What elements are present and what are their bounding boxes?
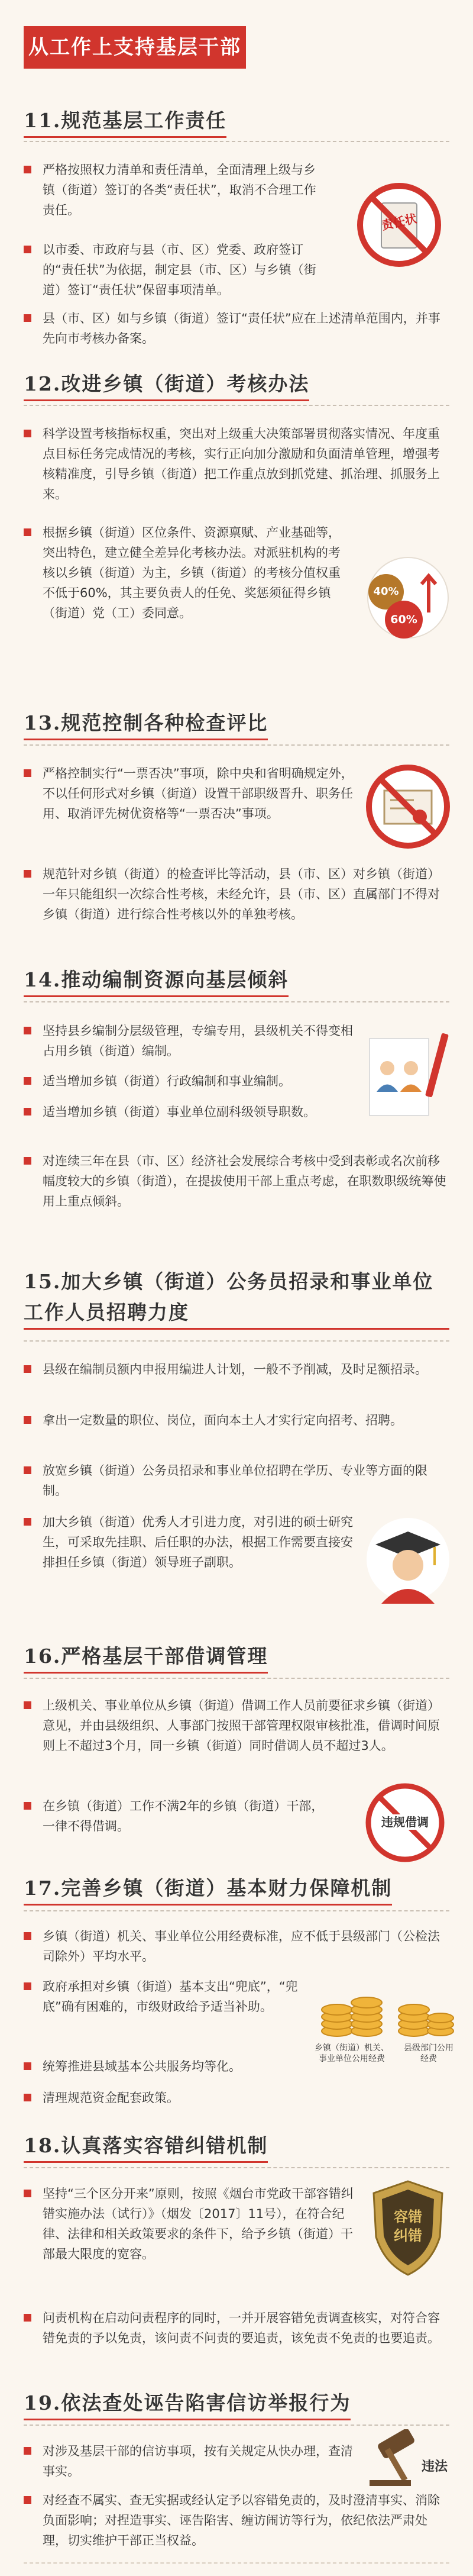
list-item: 对涉及基层干部的信访事项，按有关规定从快办理，查清事实。 xyxy=(24,2441,355,2481)
list-item: 规范针对乡镇（街道）的检查评比等活动，县（市、区）对乡镇（街道）一年只能组织一次综合性考核，未经允许，县（市、区）直属部门不得对乡镇（街道）进行综合性考核以外的单独考核。 xyxy=(24,864,449,924)
bullet-marker xyxy=(24,528,31,536)
stamp-text: 违规借调 xyxy=(372,1814,438,1830)
bullet-marker xyxy=(24,1982,31,1990)
gavel-icon xyxy=(367,2429,455,2488)
dash-divider xyxy=(24,1910,449,1911)
no-violation-icon xyxy=(364,1781,446,1864)
list-item: 严格控制实行“一票否决”事项，除中央和省明确规定外，不以任何形式对乡镇（街道）设置干部职级晋升、职务任用、取消评先树优资格等“一票否决”事项。 xyxy=(24,763,355,824)
dash-divider xyxy=(24,1001,449,1002)
coin-caption-right: 县级部门公用经费 xyxy=(404,2043,453,2064)
list-item: 拿出一定数量的职位、岗位，面向本土人才实行定向招考、招聘。 xyxy=(24,1410,449,1430)
list-item: 县级在编制员额内申报用编进人计划，一般不予削减，及时足额招录。 xyxy=(24,1359,449,1379)
section-title: 18.认真落实容错纠错机制 xyxy=(24,2130,449,2163)
bullet-marker xyxy=(24,1701,31,1709)
bullet-marker xyxy=(24,1466,31,1474)
list-item: 问责机构在启动问责程序的同时，一并开展容错免责调查核实，对符合容错免责的予以免责，该问责不问责的要追责，该免责不免责的也要追责。 xyxy=(24,2308,449,2348)
high-percent-badge: 60% xyxy=(385,601,423,639)
bullet-marker xyxy=(24,870,31,878)
section-title: 14.推动编制资源向基层倾斜 xyxy=(24,965,449,997)
bullet-marker xyxy=(24,166,31,173)
graduate-icon xyxy=(364,1515,452,1604)
stamp-text: 容错纠错 xyxy=(394,2209,422,2244)
no-responsibility-contract-icon xyxy=(355,180,443,269)
header xyxy=(0,0,473,80)
section-title: 12.改进乡镇（街道）考核办法 xyxy=(24,369,449,401)
bullet-marker xyxy=(24,2496,31,2504)
list-item: 严格按照权力清单和责任清单，全面清理上级与乡镇（街道）签订的各类“责任状”，取消不合理工作责任。 xyxy=(24,160,325,220)
coins-icon xyxy=(313,1977,455,2071)
bullet-marker xyxy=(24,314,31,322)
low-percent-badge: 40% xyxy=(368,574,404,610)
weight-ratio-icon xyxy=(364,547,452,648)
page-title-banner: 从工作上支持基层干部 xyxy=(24,26,246,69)
stamp-text: 责任状 xyxy=(380,211,418,233)
list-item: 乡镇（街道）机关、事业单位公用经费标准，应不低于县级部门（公检法司除外）平均水平。 xyxy=(24,1926,449,1966)
shield-icon xyxy=(367,2178,449,2278)
bullet-marker xyxy=(24,1416,31,1424)
section-title: 11.规范基层工作责任 xyxy=(24,105,449,138)
bullet-marker xyxy=(24,246,31,253)
dash-divider xyxy=(24,1678,449,1679)
section-title: 13.规范控制各种检查评比 xyxy=(24,708,449,740)
bullet-marker xyxy=(24,1108,31,1115)
bullet-marker xyxy=(24,2062,31,2070)
staff-allocation-icon xyxy=(364,1027,452,1121)
bullet-marker xyxy=(24,1932,31,1940)
list-item: 坚持县乡编制分层级管理，专编专用，县级机关不得变相占用乡镇（街道）编制。 xyxy=(24,1021,355,1061)
bullet-marker xyxy=(24,1518,31,1526)
list-item: 坚持“三个区分开来”原则，按照《烟台市党政干部容错纠错实施办法（试行）》（烟发〔2017〕11号），在符合纪律、法律和相关政策要求的条件下，给予乡镇（街道）干部最大限度的宽容。 xyxy=(24,2184,355,2264)
footer-divider xyxy=(24,2562,449,2564)
bullet-marker xyxy=(24,1802,31,1810)
bullet-marker xyxy=(24,2314,31,2322)
list-item: 科学设置考核指标权重，突出对上级重大决策部署贯彻落实情况、年度重点目标任务完成情况的考核，实行正向加分激励和负面清单管理，增强考核精准度，引导乡镇（街道）把工作重点放到抓党建、抓治理、抓服务上来。 xyxy=(24,424,449,504)
bullet-marker xyxy=(24,2447,31,2455)
bullet-marker xyxy=(24,1077,31,1085)
list-item: 加大乡镇（街道）优秀人才引进力度，对引进的硕士研究生，可采取先挂职、后任职的办法，根据工作需要直接安排担任乡镇（街道）领导班子副职。 xyxy=(24,1512,355,1572)
section-title: 19.依法查处诬告陷害信访举报行为 xyxy=(24,2388,449,2420)
bullet-marker xyxy=(24,1157,31,1165)
list-item: 统筹推进县域基本公共服务均等化。 xyxy=(24,2056,313,2077)
bullet-marker xyxy=(24,2190,31,2197)
bullet-marker xyxy=(24,1365,31,1373)
list-item: 县（市、区）如与乡镇（街道）签订“责任状”应在上述清单范围内，并事先向市考核办备案。 xyxy=(24,308,449,349)
dash-divider xyxy=(24,2425,449,2426)
list-item: 以市委、市政府与县（市、区）党委、政府签订的“责任状”为依据，制定县（市、区）与乡镇（街道）签订“责任状”保留事项清单。 xyxy=(24,240,325,300)
list-item: 对经查不属实、查无实据或经认定予以容错免责的，及时澄清事实、消除负面影响；对捏造事实、诬告陷害、缠访闹访等行为，依纪依法严肃处理，切实维护干部正当权益。 xyxy=(24,2490,449,2551)
list-item: 放宽乡镇（街道）公务员招录和事业单位招聘在学历、专业等方面的限制。 xyxy=(24,1461,449,1501)
bullet-marker xyxy=(24,430,31,437)
list-item: 政府承担对乡镇（街道）基本支出“兜底”，“兜底”确有困难的，市级财政给予适当补助。 xyxy=(24,1977,313,2017)
bullet-marker xyxy=(24,2094,31,2101)
bullet-marker xyxy=(24,769,31,777)
list-item: 根据乡镇（街道）区位条件、资源禀赋、产业基础等，突出特色，建立健全差异化考核办法。对派驻机构的考核以乡镇（街道）为主，乡镇（街道）的考核分值权重不低于60%，其主要负责人的任免、奖惩须征得乡镇（街道）党（工）委同意。 xyxy=(24,523,343,623)
section-title: 15.加大乡镇（街道）公务员招录和事业单位工作人员招聘力度 xyxy=(24,1266,449,1330)
stamp-text: 违法 xyxy=(421,2459,448,2474)
dash-divider xyxy=(24,2167,449,2168)
list-item: 适当增加乡镇（街道）行政编制和事业编制。 xyxy=(24,1071,355,1091)
list-item: 上级机关、事业单位从乡镇（街道）借调工作人员前要征求乡镇（街道）意见，并由县级组织、人事部门按照干部管理权限审核批准，借调时间原则上不超过3个月，同一乡镇（街道）同时借调人员不超过3人。 xyxy=(24,1695,449,1756)
dash-divider xyxy=(24,744,449,746)
list-item: 在乡镇（街道）工作不满2年的乡镇（街道）干部，一律不得借调。 xyxy=(24,1796,331,1836)
list-item: 对连续三年在县（市、区）经济社会发展综合考核中受到表彰或名次前移幅度较大的乡镇（街道），在提拔使用干部上重点考虑，在职数职级统筹使用上重点倾斜。 xyxy=(24,1151,449,1211)
no-certificate-icon xyxy=(364,762,452,851)
list-item: 适当增加乡镇（街道）事业单位副科级领导职数。 xyxy=(24,1102,355,1122)
section-title: 17.完善乡镇（街道）基本财力保障机制 xyxy=(24,1873,449,1906)
coin-caption-left: 乡镇（街道）机关、事业单位公用经费 xyxy=(315,2043,389,2064)
dash-divider xyxy=(24,141,449,142)
dash-divider xyxy=(24,405,449,406)
section-title: 16.严格基层干部借调管理 xyxy=(24,1641,449,1674)
bullet-marker xyxy=(24,1027,31,1034)
dash-divider xyxy=(24,1340,449,1342)
list-item: 清理规范资金配套政策。 xyxy=(24,2088,313,2108)
